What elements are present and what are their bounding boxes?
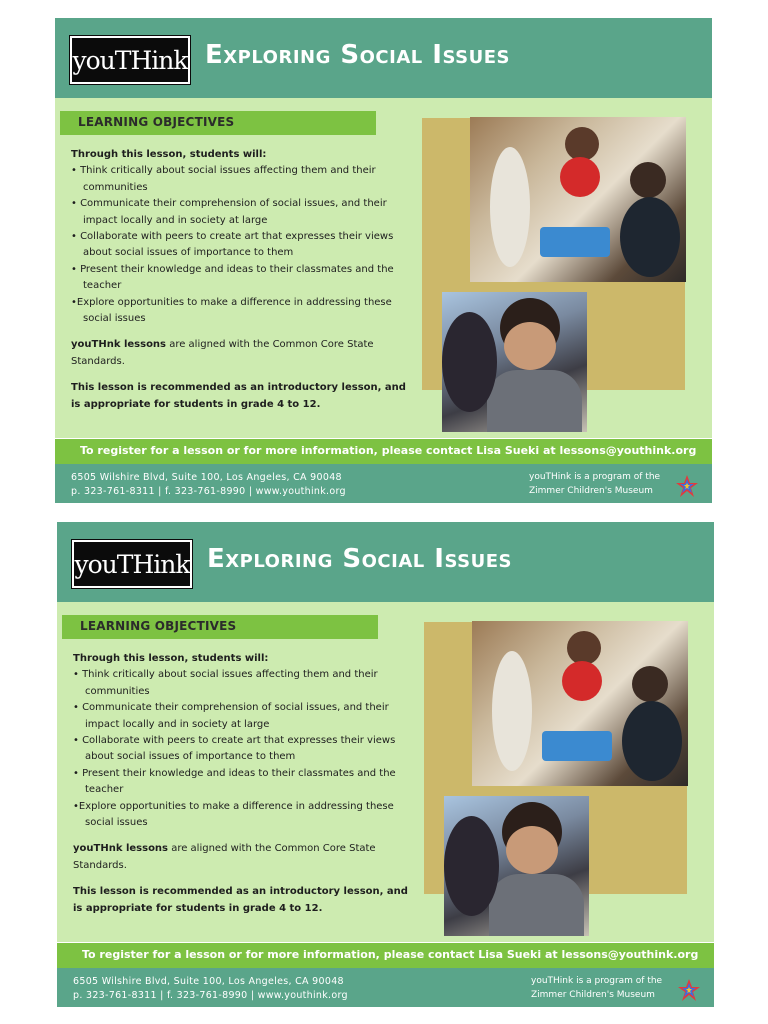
standards-note — [73, 841, 418, 874]
address-line: 6505 Wilshire Blvd, Suite 100, Los Angeles, CA 90048 — [71, 472, 342, 483]
youthink-logo — [70, 36, 190, 84]
contact-address — [73, 975, 348, 1002]
objective-item: •Explore opportunities to make a difference in addressing these social issues — [73, 800, 394, 829]
objective-item: • Collaborate with peers to create art that expresses their views about social issues of importance to them — [73, 735, 396, 763]
recommendation-text: This lesson is recommended as an introductory lesson, and is appropriate for students in grade 4 to 12. — [71, 382, 406, 410]
flyer-top — [55, 18, 712, 503]
students-art-photo — [472, 621, 688, 786]
objective-item: • Communicate their comprehension of social issues, and their impact locally and in society at large — [73, 702, 389, 730]
standards-rest: are aligned with the Common Core State Standards. — [71, 339, 374, 367]
standards-rest: are aligned with the Common Core State Standards. — [73, 843, 376, 871]
objectives-intro: Through this lesson, students will: — [71, 149, 267, 160]
flyer-header — [57, 522, 714, 602]
student-portrait-photo — [444, 796, 589, 936]
phone-line: p. 323-761-8311 | f. 323-761-8990 | www.youthink.org — [71, 485, 346, 497]
objective-item: •Explore opportunities to make a difference in addressing these social issues — [71, 296, 392, 325]
objectives-heading-bar — [62, 615, 378, 639]
contact-address — [71, 471, 346, 498]
phone-line: p. 323-761-8311 | f. 323-761-8990 | www.youthink.org — [73, 989, 348, 1001]
flyer-body — [57, 602, 714, 942]
objective-item: • Communicate their comprehension of social issues, and their impact locally and in society at large — [71, 198, 387, 226]
objectives-list — [71, 163, 416, 327]
objective-item: • Present their knowledge and ideas to their classmates and the teacher — [71, 263, 394, 292]
objective-item: • Think critically about social issues affecting them and their communities — [73, 669, 378, 697]
flyer-footer — [55, 464, 712, 503]
program-line: youTHink is a program of the — [529, 472, 661, 482]
program-line: youTHink is a program of the — [531, 976, 663, 986]
objective-item: • Present their knowledge and ideas to their classmates and the teacher — [73, 767, 396, 796]
objectives-text — [71, 147, 416, 413]
flyer-bottom — [57, 522, 714, 1007]
logo-text: youTHink — [72, 45, 188, 75]
student-portrait-photo — [442, 292, 587, 432]
museum-star-icon — [675, 474, 699, 498]
standards-bold: youTHnk lessons — [71, 339, 167, 351]
museum-line: Zimmer Children's Museum — [531, 989, 655, 1000]
program-note — [531, 975, 662, 1002]
recommendation-text: This lesson is recommended as an introductory lesson, and is appropriate for students in grade 4 to 12. — [73, 886, 408, 914]
objective-item: • Collaborate with peers to create art that expresses their views about social issues of importance to them — [71, 231, 394, 259]
register-text: To register for a lesson or for more information, please contact Lisa Sueki at lessons@youthink.org — [82, 948, 699, 961]
flyer-header — [55, 18, 712, 98]
objectives-heading: LEARNING OBJECTIVES — [78, 115, 235, 129]
flyer-footer — [57, 968, 714, 1007]
standards-note — [71, 337, 416, 370]
objective-item: • Think critically about social issues affecting them and their communities — [71, 165, 376, 193]
flyer-body — [55, 98, 712, 438]
register-bar — [55, 439, 712, 464]
objectives-intro: Through this lesson, students will: — [73, 653, 269, 664]
address-line: 6505 Wilshire Blvd, Suite 100, Los Angeles, CA 90048 — [73, 976, 344, 987]
youthink-logo — [72, 540, 192, 588]
students-art-photo — [470, 117, 686, 282]
register-bar — [57, 943, 714, 968]
program-note — [529, 471, 660, 498]
flyer-title: Exploring Social Issues — [205, 40, 510, 70]
register-text: To register for a lesson or for more information, please contact Lisa Sueki at lessons@youthink.org — [80, 444, 697, 457]
objectives-heading: LEARNING OBJECTIVES — [80, 619, 237, 633]
objectives-heading-bar — [60, 111, 376, 135]
objectives-list — [73, 667, 418, 831]
museum-line: Zimmer Children's Museum — [529, 485, 653, 496]
objectives-text — [73, 651, 418, 917]
standards-bold: youTHnk lessons — [73, 843, 169, 855]
museum-star-icon — [677, 978, 701, 1002]
logo-text: youTHink — [74, 549, 190, 579]
flyer-title: Exploring Social Issues — [207, 544, 512, 574]
